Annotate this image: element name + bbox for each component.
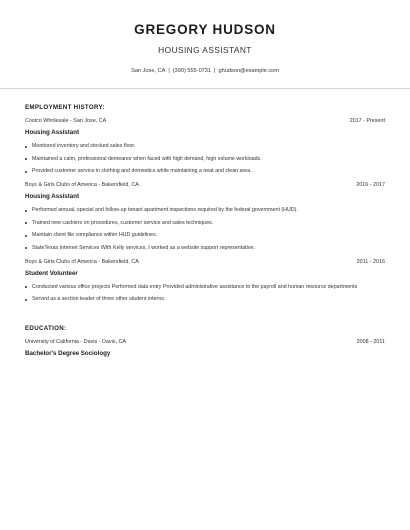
job-entry <box>25 259 385 304</box>
education-dates: 2008 - 2011 <box>356 339 385 345</box>
job-employer-line <box>25 259 385 266</box>
job-bullet: Monitored inventory and stocked sales floor. <box>25 143 385 150</box>
contact-location: San Jose, CA <box>131 68 166 74</box>
candidate-title: HOUSING ASSISTANT <box>158 45 252 55</box>
education-school-line <box>25 339 385 346</box>
education-section <box>25 325 385 358</box>
job-bullet: Maintained a calm, professional demeanor when faced with high demand, high volume workloads. <box>25 156 385 163</box>
job-bullet: Conducted various office projects Performed data entry Provided administrative assistance to the payroll and human resource departments <box>25 284 385 291</box>
contact-separator: | <box>214 68 216 74</box>
education-heading: EDUCATION: <box>25 325 67 332</box>
job-bullets <box>25 207 385 252</box>
job-dates: 2017 - Present <box>349 118 385 124</box>
job-title: Student Volunteer <box>25 269 78 277</box>
contact-line <box>0 67 410 75</box>
job-title: Housing Assistant <box>25 129 80 136</box>
job-employer-line <box>25 118 385 125</box>
job-bullets <box>25 284 385 304</box>
job-dates: 2011 - 2016 <box>356 258 385 265</box>
job-entry <box>25 182 385 252</box>
job-bullet: Performed annual, special and follow-up tenant apartment inspections required by the federal government (HUD). <box>25 207 385 214</box>
resume-body <box>0 104 410 358</box>
resume-header <box>0 0 410 75</box>
job-employer-line <box>25 182 385 189</box>
header-divider <box>0 88 410 89</box>
job-dates: 2016 - 2017 <box>356 182 385 188</box>
job-bullet: StateTexas Internet Services With Kelly services, I worked as a website support representative. <box>25 245 385 252</box>
candidate-name: GREGORY HUDSON <box>134 22 276 37</box>
contact-phone: (390) 555-0731 <box>172 68 212 74</box>
contact-email[interactable]: ghudson@example.com <box>218 68 279 74</box>
education-school: University of California - Davis - Davis, CA <box>25 339 126 345</box>
job-bullet: Provided customer service in clothing and domestics while maintaining a neat and clean area. <box>25 168 385 175</box>
contact-separator: | <box>168 68 170 74</box>
job-employer: Boys & Girls Clubs of America - Bakersfield, CA <box>25 258 139 265</box>
job-entry <box>25 118 385 175</box>
job-title: Housing Assistant <box>25 193 80 200</box>
education-degree: Bachelor's Degree Sociology <box>25 350 111 357</box>
job-employer: Boys & Girls Clubs of America - Bakersfield, CA <box>25 182 139 188</box>
job-employer: Costco Wholesale - San Jose, CA <box>25 118 107 124</box>
job-bullets <box>25 143 385 175</box>
job-bullet: Trained new cashiers on procedures, customer service and sales techniques. <box>25 220 385 227</box>
job-bullet: Served as a section leader of three other student interns. <box>25 296 385 303</box>
job-bullet: Maintain client file compliance within HUD guidelines. <box>25 232 385 239</box>
employment-heading: EMPLOYMENT HISTORY: <box>25 104 105 111</box>
